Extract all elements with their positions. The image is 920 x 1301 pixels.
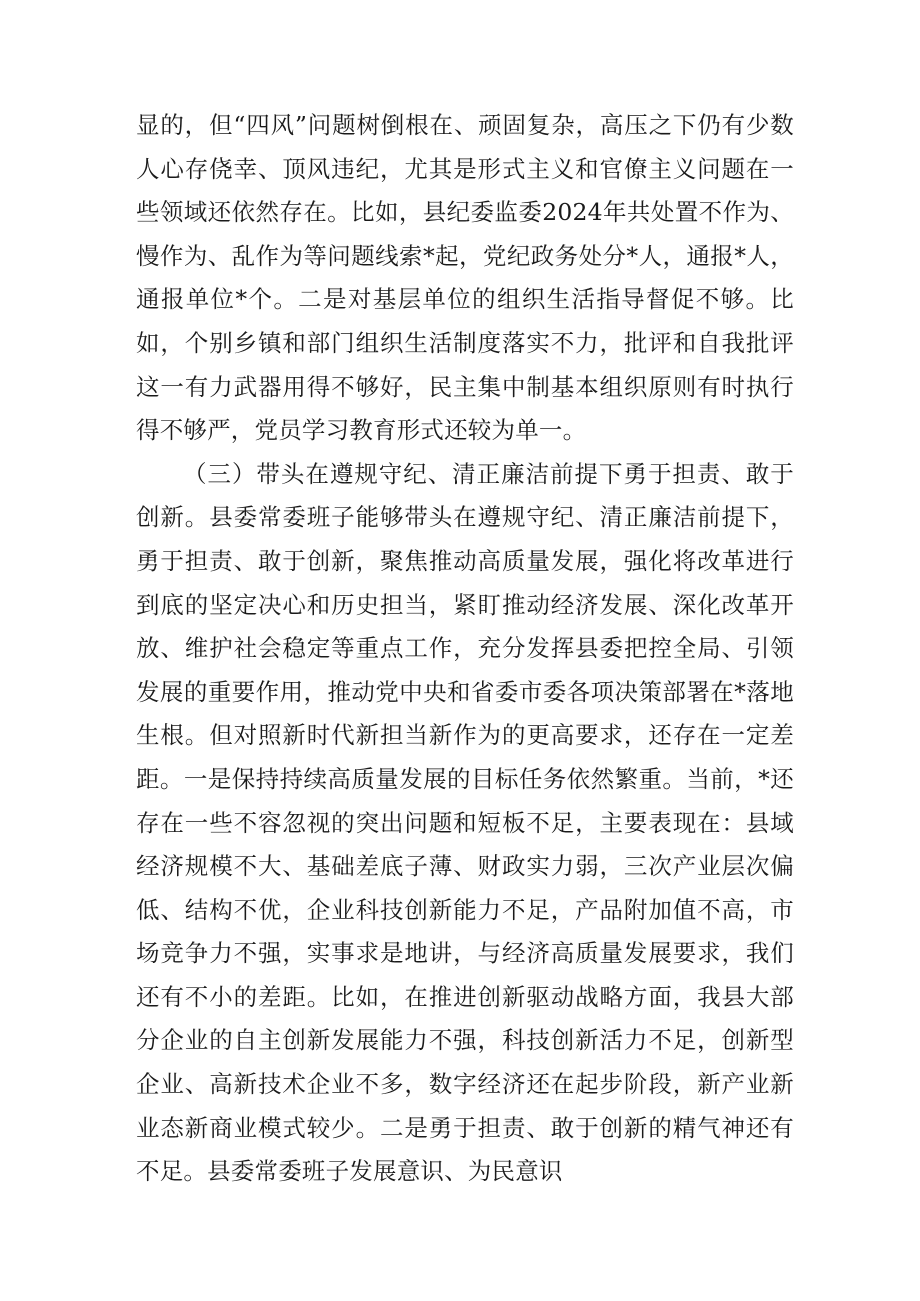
paragraph-continuation: 显的，但“四风”问题树倒根在、顽固复杂，高压之下仍有少数人心存侥幸、顶风违纪，尤其是形式主义和官僚主义问题在一些领域还依然存在。比如，县纪委监委2024年共处置不作为、慢作为、乱作为等问题线索*起，党纪政务处分*人，通报*人，通报单位*个。二是对基层单位的组织生活指导督促不够。比如，个别乡镇和部门组织生活制度落实不力，批评和自我批评这一有力武器用得不够好，民主集中制基本组织原则有时执行得不够严，党员学习教育形式还较为单一。 <box>136 111 794 445</box>
body-text <box>136 104 794 1194</box>
paragraph-section-three: （三）带头在遵规守纪、清正廉洁前提下勇于担责、敢于创新。县委常委班子能够带头在遵规守纪、清正廉洁前提下，勇于担责、敢于创新，聚焦推动高质量发展，强化将改革进行到底的坚定决心和历史担当，紧盯推动经济发展、深化改革开放、维护社会稳定等重点工作，充分发挥县委把控全局、引领发展的重要作用，推动党中央和省委市委各项决策部署在*落地生根。但对照新时代新担当新作为的更高要求，还存在一定差距。一是保持持续高质量发展的目标任务依然繁重。当前，*还存在一些不容忽视的突出问题和短板不足，主要表现在：县域经济规模不大、基础差底子薄、财政实力弱，三次产业层次偏低、结构不优，企业科技创新能力不足，产品附加值不高，市场竞争力不强，实事求是地讲，与经济高质量发展要求，我们还有不小的差距。比如，在推进创新驱动战略方面，我县大部分企业的自主创新发展能力不强，科技创新活力不足，创新型企业、高新技术企业不多，数字经济还在起步阶段，新产业新业态新商业模式较少。二是勇于担责、敢于创新的精气神还有不足。县委常委班子发展意识、为民意识 <box>136 459 794 1186</box>
